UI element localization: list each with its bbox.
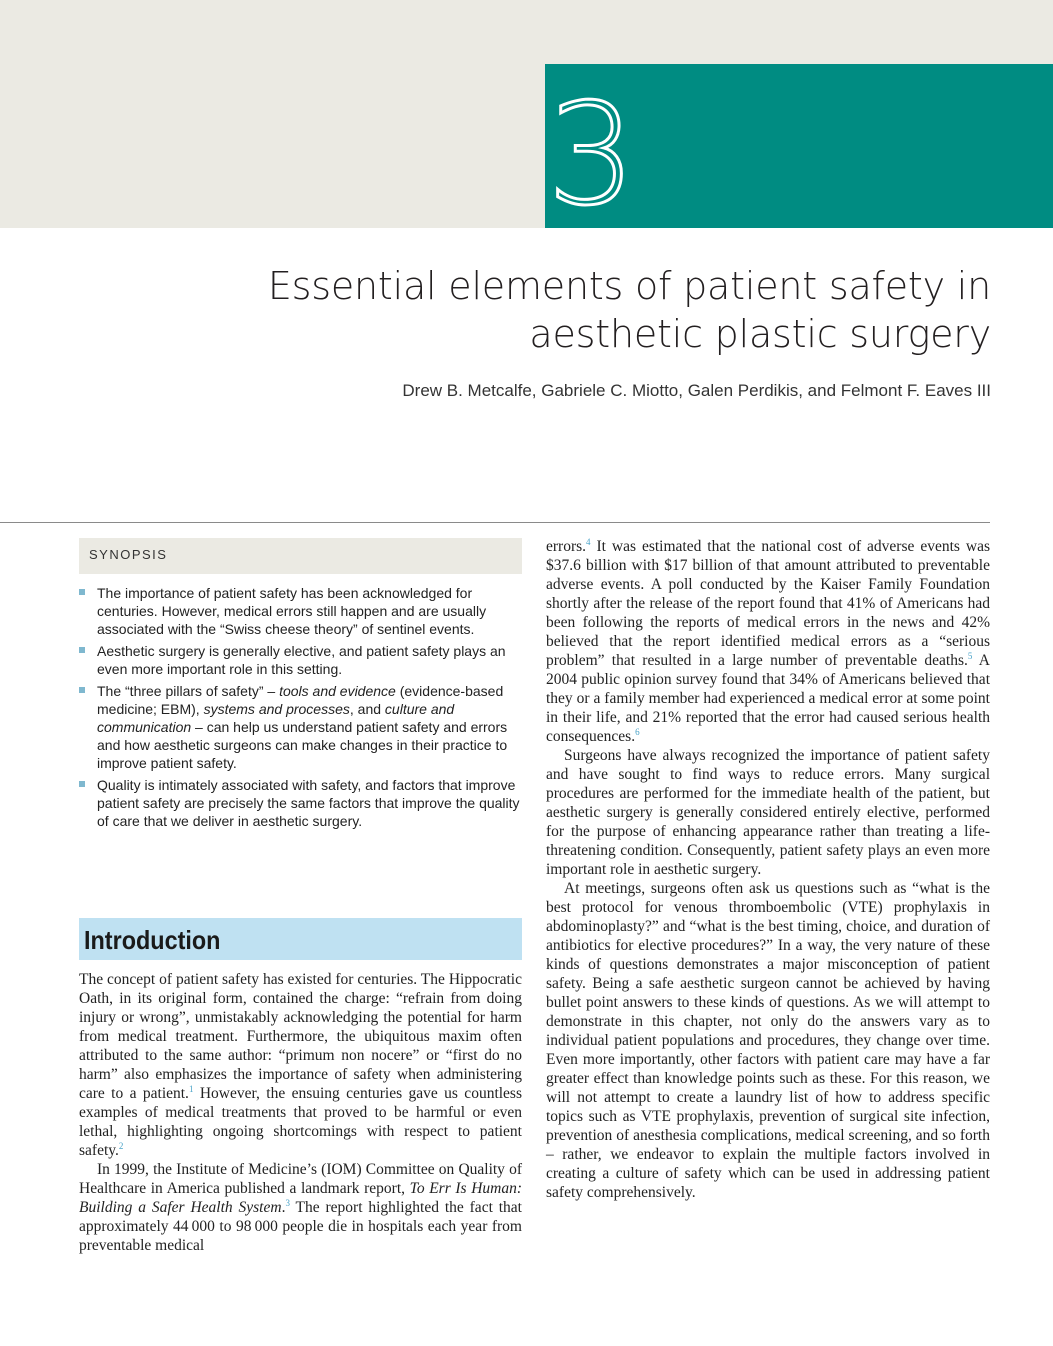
section-divider (0, 522, 990, 523)
reference-link[interactable]: 5 (967, 650, 973, 661)
bullet-marker (79, 781, 85, 787)
body-column-left (79, 970, 522, 1255)
synopsis-list (79, 584, 529, 834)
body-text: errors. (546, 538, 587, 555)
synopsis-italic-term: culture and communication (97, 701, 455, 735)
synopsis-bullet-text: Quality is intimately associated with safety, and factors that improve patient safety are precisely the same factors that improve the quality of care that we deliver in aesthetic surgery. (97, 777, 520, 829)
synopsis-bullet-text: (evidence-based medicine; EBM), (97, 683, 504, 717)
bullet-marker (79, 589, 85, 595)
synopsis-bullet-text: – can help us understand patient safety and errors and how aesthetic surgeons can make changes in their practice to improve patient safety. (97, 719, 508, 771)
reference-link[interactable]: 1 (188, 1083, 194, 1094)
body-text: In 1999, the Institute of Medicine’s (IOM) Committee on Quality of Healthcare in America published a landmark report, (79, 1161, 522, 1197)
synopsis-label: SYNOPSIS (89, 547, 168, 562)
synopsis-bullet (79, 682, 529, 772)
chapter-title: Essential elements of patient safety in aesthetic plastic surgery (267, 264, 991, 356)
body-paragraph (79, 970, 522, 1160)
report-title: To Err Is Human: Building a Safer Health System (79, 1180, 522, 1216)
synopsis-italic-term: systems and processes (203, 701, 350, 717)
body-paragraph: Surgeons have always recognized the importance of patient safety and have sought to find ways to reduce errors. Many surgical procedures are performed for the immediate health of the patient, but aesthetic surgery is generally considered entirely elective, performed for the purpose of enhancing appearance rather than treating a life-threatening condition. Consequently, patient safety plays an even more important role in aesthetic surgery. (546, 747, 990, 878)
synopsis-italic-term: tools and evidence (279, 683, 396, 699)
reference-link[interactable]: 4 (586, 536, 591, 547)
body-text: A 2004 public opinion survey found that 34% of Americans believed that they or a family member had experienced a medical error at some point in their life, and 21% reported that the error had caused serious health consequences. (546, 652, 990, 745)
reference-link[interactable]: 3 (285, 1197, 290, 1208)
body-text: It was estimated that the national cost of adverse events was $37.6 billion with $17 billion of that amount attributed to preventable adverse events. A poll conducted by the Kaiser Family Foundation shortly after the release of the report found that 41% of Americans had been following the reports of medical errors in the news and 42% believed that the report identified medical errors as a “serious problem” that resulted in a large number of preventable deaths. (546, 538, 990, 669)
synopsis-bullet-text: Aesthetic surgery is generally elective, and patient safety plays an even more important role in this setting. (97, 643, 506, 677)
body-column-right (546, 537, 990, 1202)
synopsis-bullet-text: , and (349, 701, 385, 717)
reference-link[interactable]: 2 (118, 1140, 124, 1151)
chapter-number-block (545, 64, 1053, 228)
introduction-heading-box (79, 918, 522, 960)
synopsis-bullet-text: The “three pillars of safety” – (97, 683, 280, 699)
introduction-heading: Introduction (84, 925, 221, 955)
bullet-marker (79, 647, 85, 653)
synopsis-bullet (79, 642, 529, 678)
chapter-authors: Drew B. Metcalfe, Gabriele C. Miotto, Galen Perdikis, and Felmont F. Eaves III (402, 381, 991, 400)
body-paragraph: At meetings, surgeons often ask us questions such as “what is the best protocol for venous thromboembolic (VTE) prophylaxis in abdominoplasty?” and “what is the best timing, choice, and duration of antibiotics for elective procedures?” In a way, the very nature of these kinds of questions demonstrates a major misconception of patient safety. Being a safe aesthetic surgeon cannot be achieved by having bullet point answers to these kinds of questions. As we will attempt to demonstrate in this chapter, not only do the answers vary as to individual patient populations and procedures, they change over time. Even more importantly, other factors with patient care may have a far greater effect than knowledge points such as these. For this reason, we will not attempt to create a laundry list of how to address specific topics such as VTE prophylaxis, prevention of surgical site infection, prevention of anesthesia complications, medical screening, and so forth – rather, we endeavor to explain the multiple factors involved in creating a culture of safety which can be used in addressing patient safety comprehensively. (546, 880, 990, 1201)
synopsis-bullet-text: The importance of patient safety has been acknowledged for centuries. However, medical errors still happen and are usually associated with the “Swiss cheese theory” of sentinel events. (97, 585, 487, 637)
body-text: . (281, 1199, 286, 1216)
body-paragraph (546, 537, 990, 746)
reference-link[interactable]: 6 (635, 726, 640, 737)
synopsis-bullet (79, 776, 529, 830)
bullet-marker (79, 687, 85, 693)
body-text: However, the ensuing centuries gave us countless examples of medical treatments that proved to be harmful or even lethal, highlighting ongoing shortcomings with respect to patient safety. (79, 1085, 522, 1159)
chapter-number: 3 (547, 74, 637, 228)
body-text: The report highlighted the fact that approximately 44 000 to 98 000 people die in hospitals each year from preventable medical (79, 1199, 522, 1254)
body-text: The concept of patient safety has existed for centuries. The Hippocratic Oath, in its original form, contained the charge: “refrain from doing injury or wrong”, unmistakably acknowledging the potential for harm from medical treatment. Furthermore, the ubiquitous maxim often attributed to the same author: “primum non nocere” or “first do no harm” also emphasizes the importance of safety when administering care to a patient. (79, 971, 522, 1102)
synopsis-bullet (79, 584, 529, 638)
body-paragraph (79, 1160, 522, 1255)
synopsis-header (79, 538, 522, 574)
